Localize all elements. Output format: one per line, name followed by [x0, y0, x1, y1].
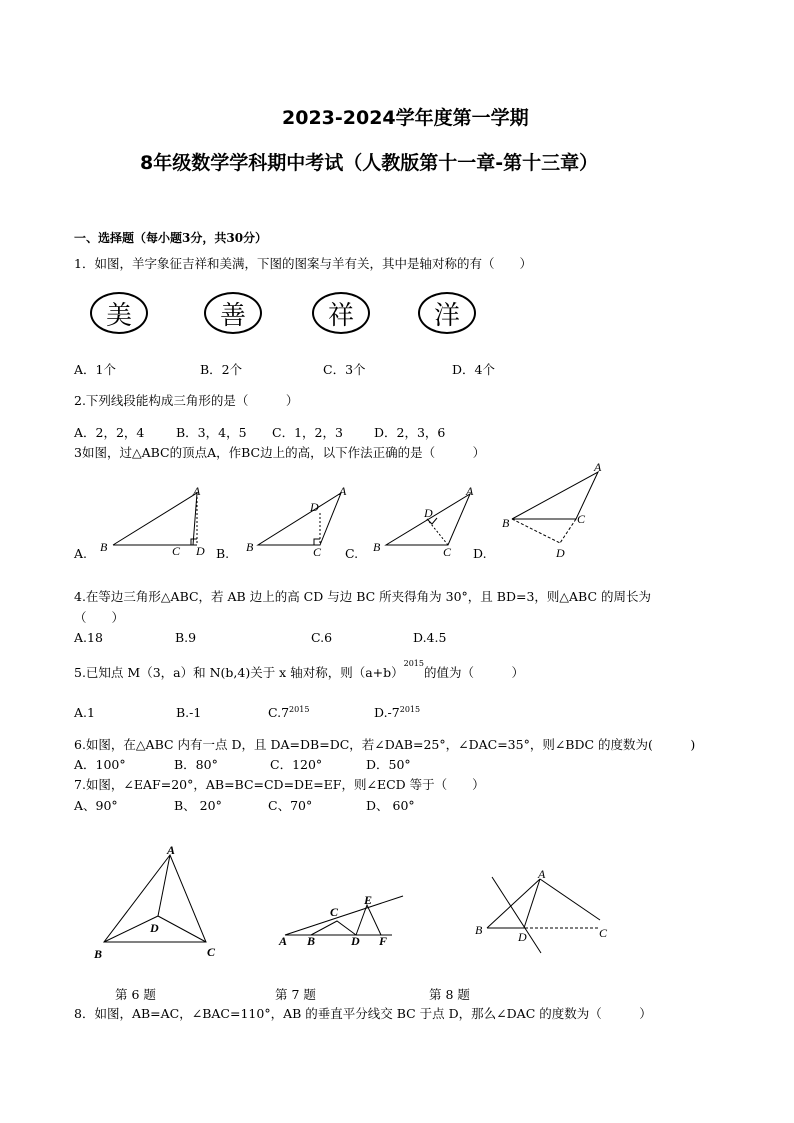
fig8-label-a: A	[538, 867, 546, 881]
figure-8	[475, 867, 608, 953]
q5-option-c-text: C.7	[268, 705, 290, 721]
q2-option-a: A．2，2，4	[74, 425, 145, 440]
section-heading: 一、选择题（每小题3分，共30分）	[74, 231, 268, 245]
q3c-label-a: A	[466, 484, 474, 498]
q7-option-d: D、 60°	[366, 798, 415, 813]
question-8: 8．如图，AB=AC，∠BAC=110°，AB 的垂直平分线交 BC 于点 D，那么∠DAC 的度数为（ ）	[74, 1006, 652, 1021]
q3b-label-a: A	[339, 484, 347, 498]
q2-option-d: D．2，3，6	[374, 425, 446, 440]
char-4: 洋	[433, 300, 460, 331]
q3-option-b: B.	[216, 546, 230, 561]
q5-option-c	[268, 705, 309, 720]
char-circle-3	[312, 292, 370, 334]
q4-option-d: D.4.5	[413, 630, 447, 645]
q1-option-a: A．1个	[74, 362, 116, 377]
q3c-label-b: B	[373, 540, 381, 554]
q4-option-c: C.6	[311, 630, 333, 645]
q1-option-d: D．4个	[452, 362, 495, 377]
q3a-label-d: D	[196, 544, 205, 558]
fig6-label-c: C	[207, 945, 216, 959]
question-7: 7.如图，∠EAF=20°，AB=BC=CD=DE=EF，则∠ECD 等于（ ）	[74, 777, 485, 792]
q7-option-c: C、70°	[268, 798, 313, 813]
q5-exponent: 2015	[403, 658, 424, 668]
q5-option-d-exp: 2015	[399, 705, 421, 714]
q4-option-a: A.18	[74, 630, 103, 645]
q3-option-c: C.	[345, 546, 359, 561]
q3a-label-c: C	[172, 544, 181, 558]
caption-figure-8: 第 8 题	[429, 987, 470, 1002]
q3b-label-c: C	[313, 545, 322, 559]
q6-option-b: B．80°	[174, 757, 218, 772]
fig6-label-b: B	[94, 947, 103, 961]
char-2: 善	[219, 300, 246, 331]
q5-option-d	[374, 705, 420, 720]
title-line-2: 8年级数学学科期中考试（人教版第十一章-第十三章）	[140, 152, 599, 174]
q3-figure-b	[246, 484, 347, 559]
fig7-label-c: C	[330, 905, 339, 919]
fig8-label-c: C	[599, 926, 608, 940]
q2-option-b: B．3，4，5	[176, 425, 247, 440]
char-circle-4	[418, 292, 476, 334]
q6-option-c: C．120°	[270, 757, 323, 772]
q3b-label-d: D	[310, 500, 319, 514]
q5-option-c-exp: 2015	[289, 705, 310, 714]
q3-figure-c	[373, 484, 474, 559]
title-line-1: 2023-2024学年度第一学期	[282, 107, 529, 129]
caption-figure-6: 第 6 题	[115, 987, 156, 1002]
q3-figures	[0, 455, 794, 565]
q3b-label-b: B	[246, 540, 254, 554]
fig6-label-d: D	[150, 921, 159, 935]
question-1: 1．如图，羊字象征吉祥和美满，下图的图案与羊有关，其中是轴对称的有（ ）	[74, 256, 532, 271]
figures-6-7-8	[0, 840, 794, 970]
question-2: 2.下列线段能构成三角形的是（ ）	[74, 393, 299, 408]
q5-text-post: 的值为（ ）	[423, 665, 524, 680]
question-4-line-1: 4.在等边三角形△ABC，若 AB 边上的高 CD 与边 BC 所夹得角为 30°，且 BD=3，则△ABC 的周长为	[74, 589, 652, 604]
q3d-label-d: D	[556, 546, 565, 560]
question-4-line-2: （ ）	[74, 610, 125, 625]
q1-option-b: B．2个	[200, 362, 243, 377]
q3c-label-c: C	[443, 545, 452, 559]
figure-6	[93, 843, 216, 961]
question-3: 3如图，过△ABC的顶点A，作BC边上的高，以下作法正确的是（ ）	[74, 445, 486, 460]
q3-figure-a	[100, 484, 205, 558]
char-1: 美	[105, 300, 132, 331]
fig7-label-d: D	[351, 934, 360, 948]
char-circle-2	[204, 292, 262, 334]
figure-7	[278, 893, 403, 948]
fig7-label-b: B	[307, 934, 316, 948]
char-circle-1	[90, 292, 148, 334]
q6-option-d: D．50°	[366, 757, 411, 772]
caption-figure-7: 第 7 题	[275, 987, 316, 1002]
q3c-label-d: D	[424, 506, 433, 520]
q7-option-a: A、90°	[74, 798, 118, 813]
q2-option-c: C．1，2，3	[272, 425, 343, 440]
question-6: 6.如图，在△ABC 内有一点 D，且 DA=DB=DC，若∠DAB=25°，∠DAC=35°，则∠BDC 的度数为( )	[74, 737, 696, 752]
q1-option-c: C．3个	[323, 362, 366, 377]
q3-figure-d	[502, 460, 602, 560]
q3-option-a: A.	[74, 546, 88, 561]
fig7-label-f: F	[379, 934, 388, 948]
question-5	[74, 658, 524, 681]
q5-option-b: B.-1	[176, 705, 202, 720]
q5-text-pre: 5.已知点 M（3，a）和 N(b,4)关于 x 轴对称，则（a+b）	[74, 665, 404, 680]
char-3: 祥	[327, 300, 354, 331]
q3d-label-c: C	[577, 512, 586, 526]
q3d-label-a: A	[594, 460, 602, 474]
fig8-label-d: D	[518, 930, 527, 944]
fig8-label-b: B	[475, 923, 483, 937]
q3a-label-b: B	[100, 540, 108, 554]
q3a-label-a: A	[193, 484, 201, 498]
q3-option-d: D.	[473, 546, 487, 561]
fig6-label-a: A	[167, 843, 176, 857]
fig7-label-e: E	[364, 893, 373, 907]
q5-option-d-text: D.-7	[374, 705, 400, 721]
q3d-label-b: B	[502, 516, 510, 530]
fig7-label-a: A	[279, 934, 288, 948]
q4-option-b: B.9	[175, 630, 197, 645]
q6-option-a: A．100°	[74, 757, 126, 772]
q5-option-a: A.1	[74, 705, 95, 720]
q7-option-b: B、 20°	[174, 798, 222, 813]
